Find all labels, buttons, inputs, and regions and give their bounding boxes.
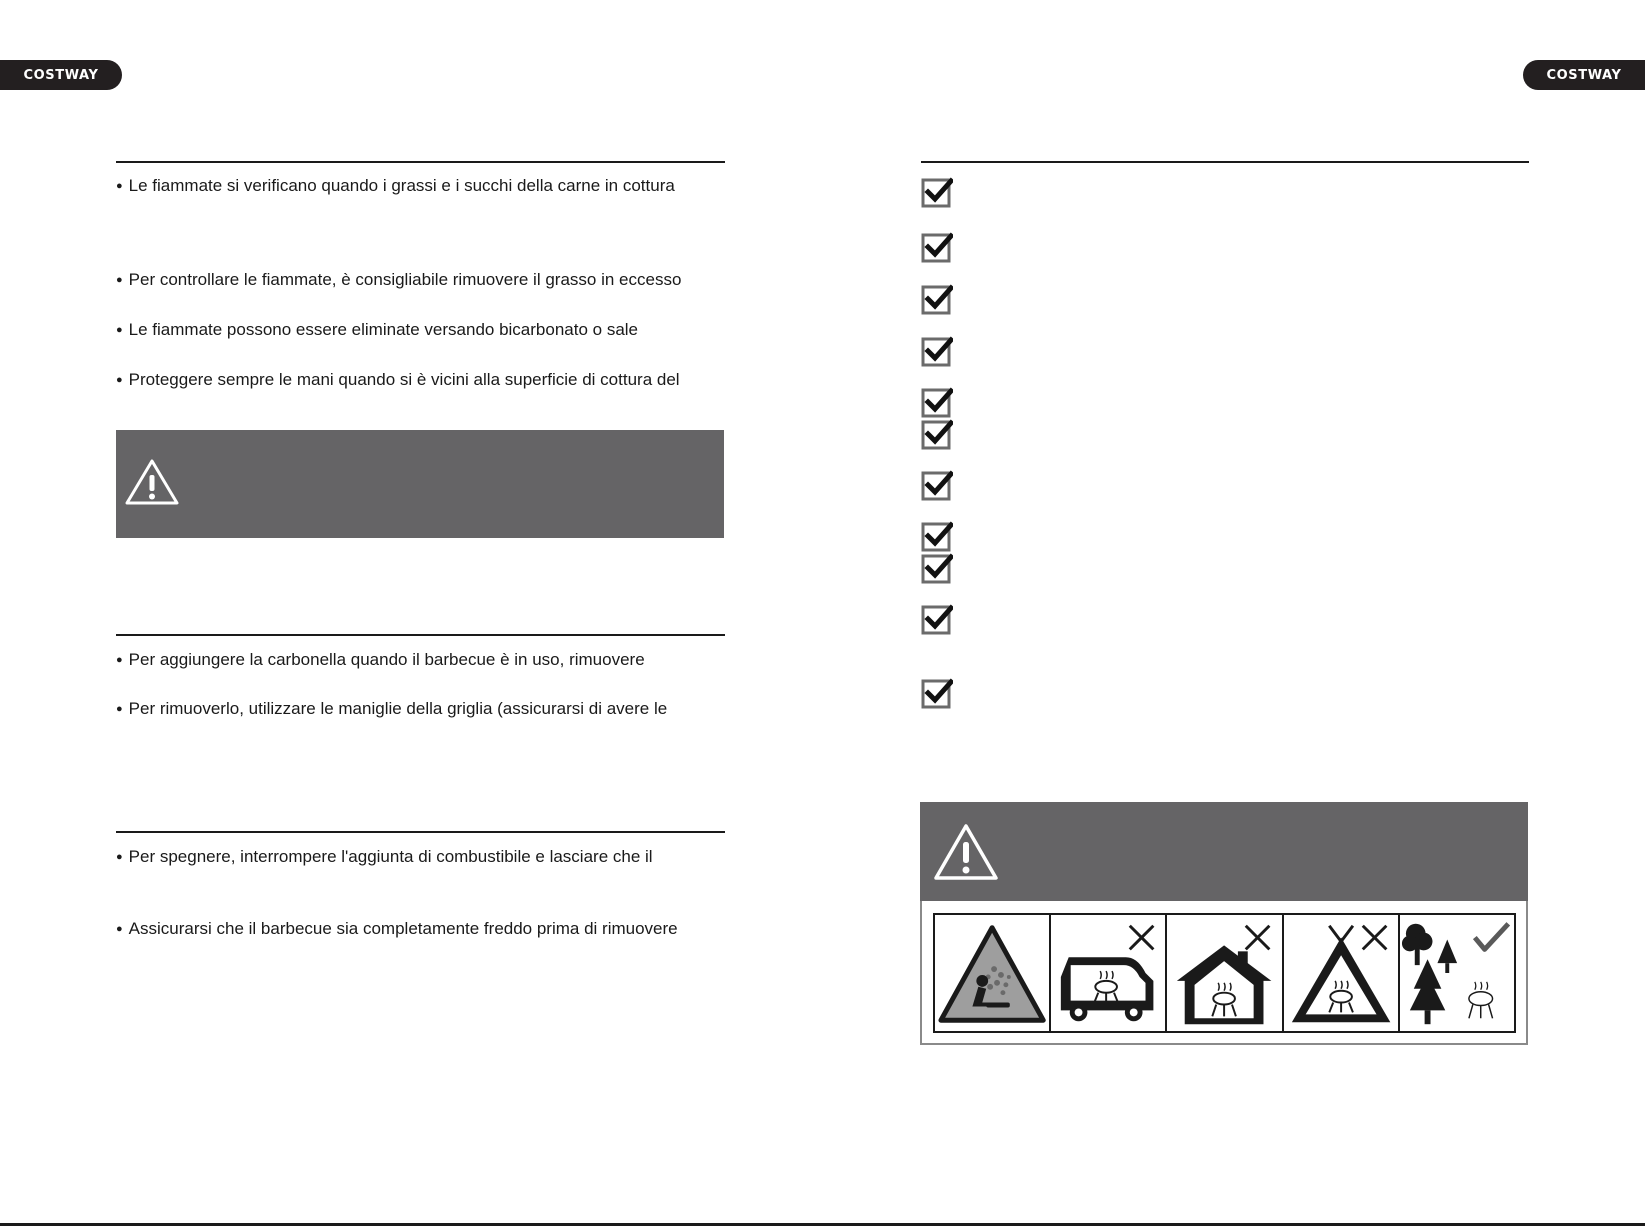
flare-bullet-1: ● Le fiammate si verificano quando i grassi e i succhi della carne in cottura (116, 176, 675, 196)
checkbox-checked-icon (921, 603, 953, 635)
checkbox-checked-icon (921, 552, 953, 584)
section-rule-charcoal (116, 634, 725, 636)
checkbox-checked-icon (921, 231, 953, 263)
section-rule-flare (116, 161, 725, 163)
no-indoor-icon (1167, 915, 1283, 1031)
brand-tab-left: COSTWAY (0, 60, 122, 90)
checkbox-checked-icon (921, 469, 953, 501)
carbon-monoxide-hazard-icon (935, 915, 1051, 1031)
section-rule-shutdown (116, 831, 725, 833)
checkbox-checked-icon (921, 386, 953, 418)
checkbox-checked-icon (921, 520, 953, 552)
outdoor-ok-icon (1400, 915, 1514, 1031)
section-rule-checklist (921, 161, 1529, 163)
brand-tab-right: COSTWAY (1523, 60, 1645, 90)
checkbox-checked-icon (921, 176, 953, 208)
checkbox-checked-icon (921, 418, 953, 450)
checkbox-checked-icon (921, 335, 953, 367)
no-vehicle-icon (1051, 915, 1167, 1031)
no-tent-icon (1284, 915, 1400, 1031)
shutdown-bullet-1: ● Per spegnere, interrompere l'aggiunta di combustibile e lasciare che il (116, 847, 653, 867)
flare-bullet-3: ● Le fiammate possono essere eliminate versando bicarbonato o sale (116, 320, 638, 340)
pictogram-row (933, 913, 1516, 1033)
charcoal-bullet-1: ● Per aggiungere la carbonella quando il barbecue è in uso, rimuovere (116, 650, 645, 670)
checkbox-checked-icon (921, 677, 953, 709)
flare-bullet-2: ● Per controllare le fiammate, è consigliabile rimuovere il grasso in eccesso (116, 270, 681, 290)
warning-box-right (920, 802, 1528, 903)
warning-triangle-icon (932, 822, 1000, 882)
warning-triangle-icon (124, 458, 180, 506)
flare-bullet-4: ● Proteggere sempre le mani quando si è vicini alla superficie di cottura del (116, 370, 680, 390)
charcoal-bullet-2: ● Per rimuoverlo, utilizzare le maniglie della griglia (assicurarsi di avere le (116, 699, 667, 719)
shutdown-bullet-2: ● Assicurarsi che il barbecue sia completamente freddo prima di rimuovere (116, 919, 678, 939)
warning-box-left (116, 430, 724, 538)
checkbox-checked-icon (921, 283, 953, 315)
